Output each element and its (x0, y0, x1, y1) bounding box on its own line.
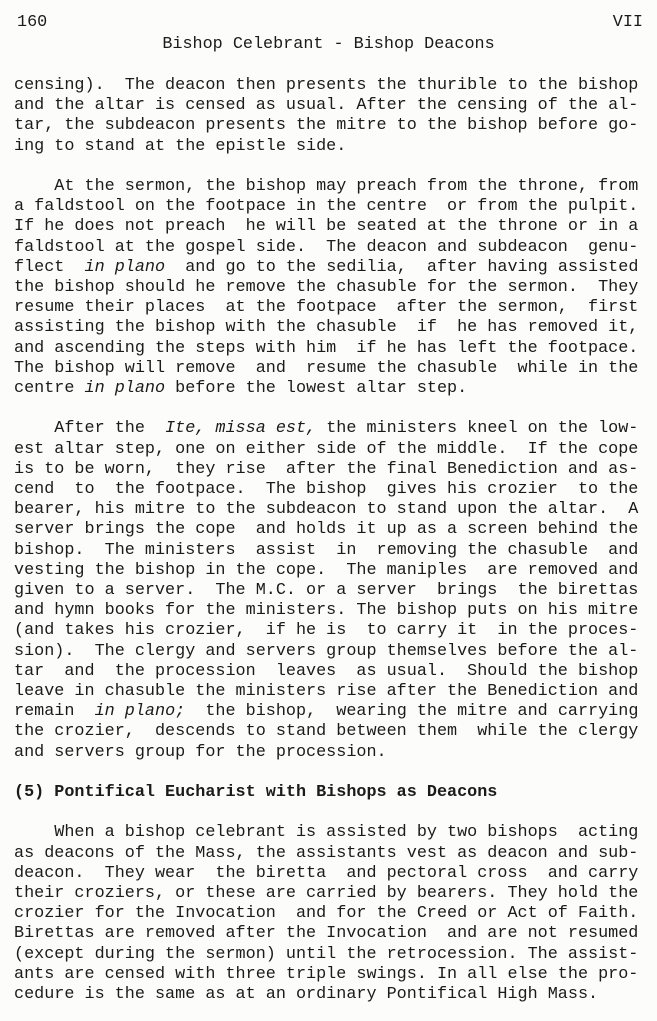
text-line (14, 137, 647, 157)
text-run: flect (14, 257, 85, 277)
text-line (14, 864, 647, 884)
text-run: a faldstool on the footpace in the centre or from the pulpit. (14, 197, 639, 217)
text-run: bearer, his mitre to the subdeacon to stand upon the altar. A (14, 500, 639, 520)
italic-phrase: Ite, missa est, (165, 419, 317, 439)
text-line (14, 500, 647, 520)
section-heading (14, 783, 647, 803)
paragraph (14, 823, 647, 1005)
text-line (14, 924, 647, 944)
text-line (14, 965, 647, 985)
text-run: and go to the sedilia, after having assisted (165, 257, 639, 277)
text-line (14, 621, 647, 641)
paragraph (14, 177, 647, 399)
text-line (14, 581, 647, 601)
text-run: crozier for the Invocation and for the Creed or Act of Faith. (14, 904, 639, 924)
paragraph (14, 76, 647, 157)
italic-phrase: in plano (84, 379, 166, 399)
text-run: and ascending the steps with him if he has left the footpace. (14, 338, 639, 358)
italic-phrase: in plano; (94, 702, 186, 722)
text-run: After the (14, 419, 166, 439)
text-line (14, 460, 647, 480)
chapter-numeral: VII (612, 13, 643, 32)
text-line (14, 642, 647, 662)
italic-phrase: in plano (84, 257, 166, 277)
text-line (14, 339, 647, 359)
text-line (14, 419, 647, 439)
text-line (14, 359, 647, 379)
text-run: tar and the procession leaves as usual. Should the bishop (14, 661, 639, 681)
text-line (14, 823, 647, 843)
page-number: 160 (17, 13, 48, 32)
text-run: deacon. They wear the biretta and pectoral cross and carry (14, 863, 639, 883)
text-run: and servers group for the procession. (14, 742, 387, 762)
text-line (14, 520, 647, 540)
text-run: their croziers, or these are carried by bearers. They hold the (14, 884, 639, 904)
text-run: the bishop, wearing the mitre and carrying (185, 702, 639, 722)
text-run: leave in chasuble the ministers rise after the Benediction and (14, 682, 639, 702)
text-run: est altar step, one on either side of the middle. If the cope (14, 439, 639, 459)
text-line (14, 298, 647, 318)
text-line (14, 238, 647, 258)
text-line (14, 561, 647, 581)
text-run: The bishop will remove and resume the chasuble while in the (14, 358, 639, 378)
text-run: centre (14, 379, 85, 399)
text-line (14, 682, 647, 702)
text-run: bishop. The ministers assist in removing the chasuble and (14, 540, 639, 560)
text-line (14, 783, 647, 803)
text-line (14, 379, 647, 399)
text-run: Birettas are removed after the Invocation and are not resumed (14, 924, 639, 944)
text-line (14, 743, 647, 763)
text-line (14, 884, 647, 904)
text-run: (5) Pontifical Eucharist with Bishops as Deacons (14, 783, 498, 803)
text-run: and the altar is censed as usual. After the censing of the al- (14, 96, 639, 116)
text-line (14, 985, 647, 1005)
text-run: the crozier, descends to stand between them while the clergy (14, 722, 639, 742)
text-line (14, 662, 647, 682)
page-body (14, 76, 647, 1005)
text-run: cedure is the same as at an ordinary Pontifical High Mass. (14, 985, 599, 1005)
text-run: (and takes his crozier, if he is to carry it in the proces- (14, 621, 639, 641)
text-line (14, 702, 647, 722)
text-line (14, 440, 647, 460)
text-run: If he does not preach he will be seated at the throne or in a (14, 217, 639, 237)
text-run: as deacons of the Mass, the assistants vest as deacon and sub- (14, 843, 639, 863)
paragraph (14, 419, 647, 762)
text-run: vesting the bishop in the cope. The maniples are removed and (14, 560, 639, 580)
text-run: is to be worn, they rise after the final Benediction and as- (14, 459, 639, 479)
text-run: given to a server. The M.C. or a server brings the birettas (14, 581, 639, 601)
text-run: ing to stand at the epistle side. (14, 136, 347, 156)
text-run: ants are censed with three triple swings. In all else the pro- (14, 964, 639, 984)
text-run: resume their places at the footpace after the sermon, first (14, 298, 639, 318)
text-line (14, 96, 647, 116)
text-line (14, 722, 647, 742)
text-run: sion). The clergy and servers group themselves before the al- (14, 641, 639, 661)
text-run: the ministers kneel on the low- (316, 419, 639, 439)
text-line (14, 601, 647, 621)
text-run: and hymn books for the ministers. The bishop puts on his mitre (14, 601, 639, 621)
text-line (14, 76, 647, 96)
text-line (14, 480, 647, 500)
text-run: before the lowest altar step. (165, 379, 468, 399)
text-line (14, 116, 647, 136)
text-line (14, 318, 647, 338)
text-line (14, 217, 647, 237)
text-run: At the sermon, the bishop may preach from the throne, from (14, 177, 639, 196)
text-run: remain (14, 702, 95, 722)
text-run: server brings the cope and holds it up as a screen behind the (14, 520, 639, 540)
text-line (14, 904, 647, 924)
text-line (14, 844, 647, 864)
running-header: Bishop Celebrant - Bishop Deacons (162, 35, 495, 54)
text-run: cend to the footpace. The bishop gives his crozier to the (14, 480, 639, 500)
text-run: tar, the subdeacon presents the mitre to the bishop before go- (14, 116, 639, 136)
text-line (14, 197, 647, 217)
text-run: the bishop should he remove the chasuble for the sermon. They (14, 278, 639, 298)
text-line (14, 541, 647, 561)
text-run: faldstool at the gospel side. The deacon and subdeacon genu- (14, 237, 639, 257)
text-run: (except during the sermon) until the retrocession. The assist- (14, 944, 639, 964)
text-run: assisting the bishop with the chasuble if he has removed it, (14, 318, 639, 338)
text-run: censing). The deacon then presents the thurible to the bishop (14, 76, 639, 95)
text-run: When a bishop celebrant is assisted by two bishops acting (14, 823, 639, 843)
text-line (14, 258, 647, 278)
text-line (14, 177, 647, 197)
text-line (14, 945, 647, 965)
text-line (14, 278, 647, 298)
